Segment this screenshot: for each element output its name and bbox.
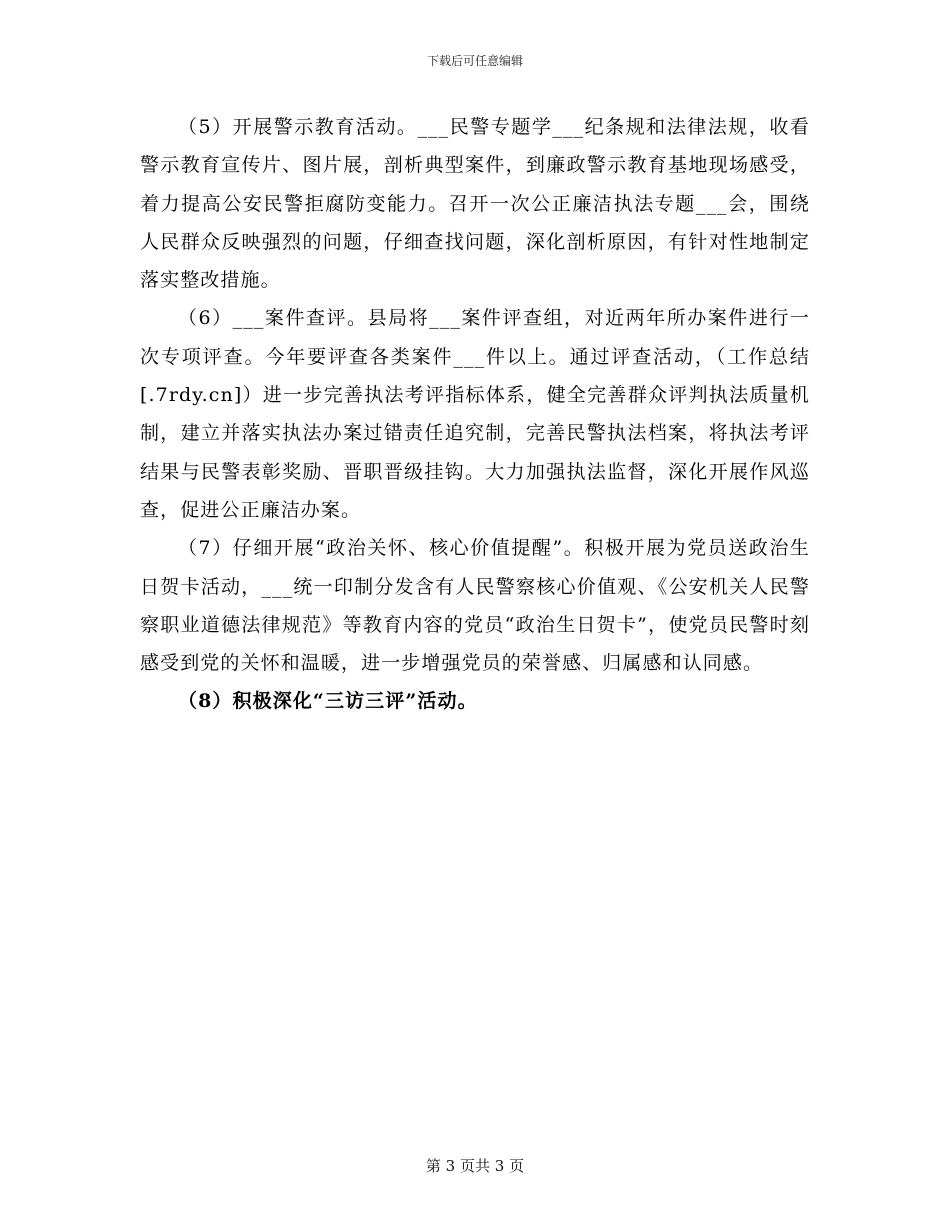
paragraph-item-8-heading: （8）积极深化“三访三评”活动。	[178, 690, 478, 713]
document-body	[140, 108, 810, 721]
page-number: 第 3 页共 3 页	[425, 1157, 525, 1175]
paragraph-item-6: （6）___案件查评。县局将___案件评查组，对近两年所办案件进行一次专项评查。今年要评查各类案件___件以上。通过评查活动，（工作总结[.7rdy.cn]）进一步完善执法考评指标体系，健全完善群众评判执法质量机制，建立并落实执法办案过错责任追究制，完善民警执法档案，将执法考评结果与民警表彰奖励、晋职晋级挂钩。大力加强执法监督，深化开展作风巡查，促进公正廉洁办案。	[140, 307, 810, 521]
page-header: 下载后可任意编辑	[426, 54, 523, 68]
paragraph-item-7: （7）仔细开展“政治关怀、核心价值提醒”。积极开展为党员送政治生日贺卡活动，___统一印制分发含有人民警察核心价值观、《公安机关人民警察职业道德法律规范》等教育内容的党员“政治生日贺卡”，使党员民警时刻感受到党的关怀和温暖，进一步增强党员的荣誉感、归属感和认同感。	[140, 537, 810, 675]
paragraph-item-5: （5）开展警示教育活动。___民警专题学___纪条规和法律法规，收看警示教育宣传片、图片展，剖析典型案件，到廉政警示教育基地现场感受，着力提高公安民警拒腐防变能力。召开一次公正廉洁执法专题___会，围绕人民群众反映强烈的问题，仔细查找问题，深化剖析原因，有针对性地制定落实整改措施。	[140, 116, 810, 292]
